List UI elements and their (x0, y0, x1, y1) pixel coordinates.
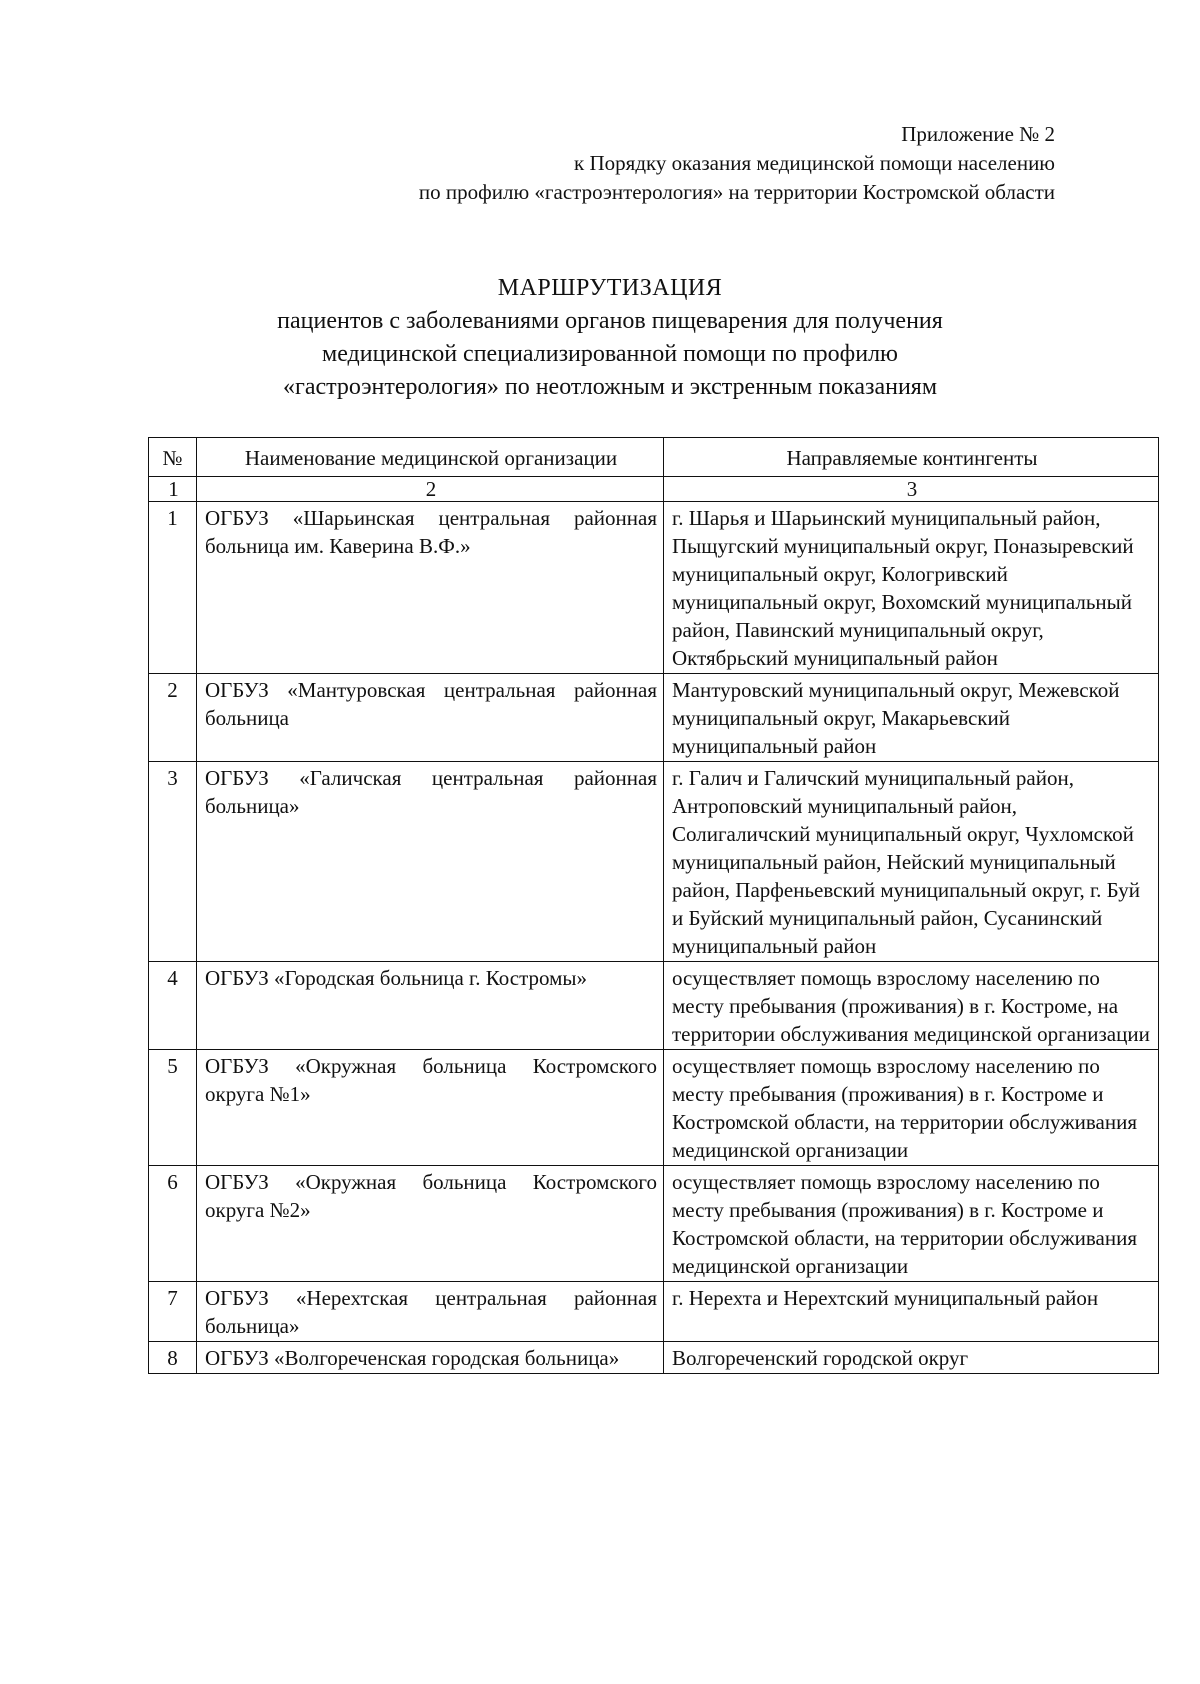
row-number: 1 (149, 502, 197, 674)
contingent-text: г. Нерехта и Нерехтский муниципальный район (664, 1282, 1159, 1342)
page-title: МАРШРУТИЗАЦИЯ (497, 275, 723, 301)
contingent-text: Мантуровский муниципальный округ, Межевской муниципальный округ, Макарьевский муниципальный район (664, 674, 1159, 762)
table-row (149, 962, 1159, 1050)
row-number: 6 (149, 1166, 197, 1282)
appendix-profile: по профилю «гастроэнтерология» на территории Костромской области (418, 180, 1055, 204)
subtitle-line-1: пациентов с заболеваниями органов пищеварения для получения (277, 308, 943, 334)
contingent-text: осуществляет помощь взрослому населению по месту пребывания (проживания) в г. Костроме и Костромской области, на территории обслуживания медицинской организации (664, 1050, 1159, 1166)
document-title (160, 272, 1060, 404)
table-header-row (149, 438, 1159, 477)
contingent-text: Волгореченский городской округ (664, 1342, 1159, 1374)
table-row (149, 1282, 1159, 1342)
appendix-number: Приложение № 2 (901, 122, 1055, 146)
column-number: 1 (149, 477, 197, 502)
organization-name: ОГБУЗ «Мантуровская центральная районная больница (197, 674, 664, 762)
row-number: 7 (149, 1282, 197, 1342)
row-number: 2 (149, 674, 197, 762)
contingent-text: осуществляет помощь взрослому населению по месту пребывания (проживания) в г. Костроме и Костромской области, на территории обслуживания медицинской организации (664, 1166, 1159, 1282)
row-number: 5 (149, 1050, 197, 1166)
table-row (149, 1342, 1159, 1374)
column-number: 2 (197, 477, 664, 502)
appendix-header (419, 120, 1055, 207)
organization-name: ОГБУЗ «Волгореченская городская больница» (197, 1342, 664, 1374)
organization-name: ОГБУЗ «Окружная больница Костромского округа №1» (197, 1050, 664, 1166)
header-contingents: Направляемые контингенты (664, 438, 1159, 477)
organization-name: ОГБУЗ «Галичская центральная районная больница» (197, 762, 664, 962)
organization-name: ОГБУЗ «Окружная больница Костромского округа №2» (197, 1166, 664, 1282)
organization-name: ОГБУЗ «Городская больница г. Костромы» (197, 962, 664, 1050)
contingent-text: осуществляет помощь взрослому населению по месту пребывания (проживания) в г. Костроме, на территории обслуживания медицинской организации (664, 962, 1159, 1050)
row-number: 3 (149, 762, 197, 962)
contingent-text: г. Шарья и Шарьинский муниципальный район, Пыщугский муниципальный округ, Поназыревский муниципальный округ, Кологривский муниципальный округ, Вохомский муниципальный район, Павинский муниципальный округ, Октябрьский муниципальный район (664, 502, 1159, 674)
column-number: 3 (664, 477, 1159, 502)
table-row (149, 674, 1159, 762)
table-row (149, 1050, 1159, 1166)
table-row (149, 502, 1159, 674)
routing-table (148, 437, 1159, 1374)
table-row (149, 1166, 1159, 1282)
header-organization: Наименование медицинской организации (197, 438, 664, 477)
organization-name: ОГБУЗ «Нерехтская центральная районная больница» (197, 1282, 664, 1342)
contingent-text: г. Галич и Галичский муниципальный район, Антроповский муниципальный район, Солигаличский муниципальный округ, Чухломской муниципальный район, Нейский муниципальный район, Парфеньевский муниципальный округ, г. Буй и Буйский муниципальный район, Сусанинский муниципальный район (664, 762, 1159, 962)
column-number-row (149, 477, 1159, 502)
table-row (149, 762, 1159, 962)
header-number: № (149, 438, 197, 477)
subtitle-line-2: медицинской специализированной помощи по профилю (322, 341, 898, 367)
organization-name: ОГБУЗ «Шарьинская центральная районная больница им. Каверина В.Ф.» (197, 502, 664, 674)
appendix-reference: к Порядку оказания медицинской помощи населению (574, 151, 1055, 175)
row-number: 4 (149, 962, 197, 1050)
subtitle-line-3: «гастроэнтерология» по неотложным и экстренным показаниям (282, 374, 938, 400)
row-number: 8 (149, 1342, 197, 1374)
